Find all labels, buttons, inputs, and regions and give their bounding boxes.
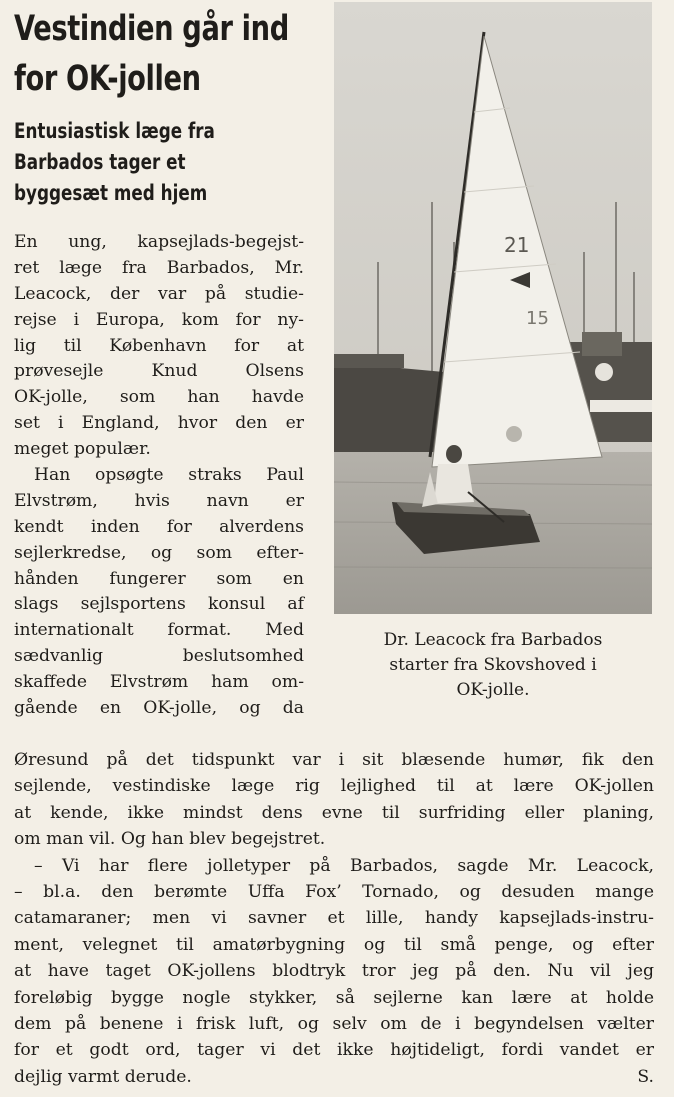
body-line: meget populær. xyxy=(14,439,151,460)
body-line: OK-jolle, som han havde xyxy=(14,387,304,408)
body-line: rejse i Europa, kom for ny- xyxy=(14,309,304,330)
body-line: Han opsøgte straks Paul xyxy=(34,465,304,486)
body-line: for et godt ord, tager vi det ikke højtideligt, fordi vandet er xyxy=(14,1040,654,1061)
body-line: sejlende, vestindiske læge rig lejlighed til at lære OK-jollen xyxy=(14,776,654,797)
body-line: Øresund på det tidspunkt var i sit blæsende humør, fik den xyxy=(14,750,654,770)
body-line: internationalt format. Med xyxy=(14,620,304,641)
body-line: Elvstrøm, hvis navn er xyxy=(14,490,304,511)
body-line: dejlig varmt derude. xyxy=(14,1066,192,1087)
subheadline xyxy=(14,116,215,209)
body-line: prøvesejle Knud Olsens xyxy=(14,361,304,382)
body-line: kendt inden for alverdens xyxy=(14,516,304,537)
sail-number-top: 21 xyxy=(504,233,530,257)
body-line: dem på benene i frisk luft, og selv om de i begyndelsen vælter xyxy=(14,1013,654,1034)
subheadline-line: byggesæt med hjem xyxy=(14,181,208,205)
body-line: skaffede Elvstrøm ham om- xyxy=(14,672,304,693)
body-line: at have taget OK-jollens blodtryk tror jeg på den. Nu vil jeg xyxy=(14,961,654,982)
body-line: – Vi har flere jolletyper på Barbados, sagde Mr. Leacock, xyxy=(34,855,654,876)
body-line: foreløbig bygge nogle stykker, så sejlerne kan lære at holde xyxy=(14,987,654,1008)
subheadline-line: Barbados tager et xyxy=(14,150,186,174)
sailboat-image xyxy=(334,2,652,614)
caption-line: OK-jolle. xyxy=(456,680,530,700)
body-line: om man vil. Og han blev begejstret. xyxy=(14,829,326,850)
body-line: – bl.a. den berømte Uffa Fox’ Tornado, og desuden mange xyxy=(14,881,654,902)
body-line: Leacock, der var på studie- xyxy=(14,283,304,304)
author-signature: S. xyxy=(637,1066,654,1087)
body-line: ment, velegnet til amatørbygning og til små penge, og efter xyxy=(14,934,654,955)
body-line: set i England, hvor den er xyxy=(14,413,304,434)
article-wide-text xyxy=(14,747,654,1090)
body-line: hånden fungerer som en xyxy=(14,568,304,589)
caption-line: starter fra Skovshoved i xyxy=(389,655,597,675)
article-column xyxy=(14,230,304,722)
body-line: catamaraner; men vi savner et lille, handy kapsejlads-instru- xyxy=(14,908,654,929)
photo-caption xyxy=(334,628,652,703)
body-line: sejlerkredse, og som efter- xyxy=(14,542,304,563)
dinghy-photo xyxy=(334,2,652,614)
headline-line: Vestindien går ind xyxy=(14,9,289,49)
final-line xyxy=(14,1064,654,1090)
body-line: slags sejlsportens konsul af xyxy=(14,594,304,615)
body-line: gående en OK-jolle, og da xyxy=(14,698,304,719)
body-line: En ung, kapsejlads-begejst- xyxy=(14,232,304,252)
body-line: lig til København for at xyxy=(14,335,304,356)
body-line: at kende, ikke mindst dens evne til surfriding eller planing, xyxy=(14,802,654,823)
headline-line: for OK-jollen xyxy=(14,59,201,99)
headline xyxy=(14,4,289,104)
caption-line: Dr. Leacock fra Barbados xyxy=(383,630,603,650)
sail-number-bottom: 15 xyxy=(526,308,549,329)
subheadline-line: Entusiastisk læge fra xyxy=(14,119,215,143)
body-line: sædvanlig beslutsomhed xyxy=(14,646,304,667)
body-line: ret læge fra Barbados, Mr. xyxy=(14,257,304,278)
